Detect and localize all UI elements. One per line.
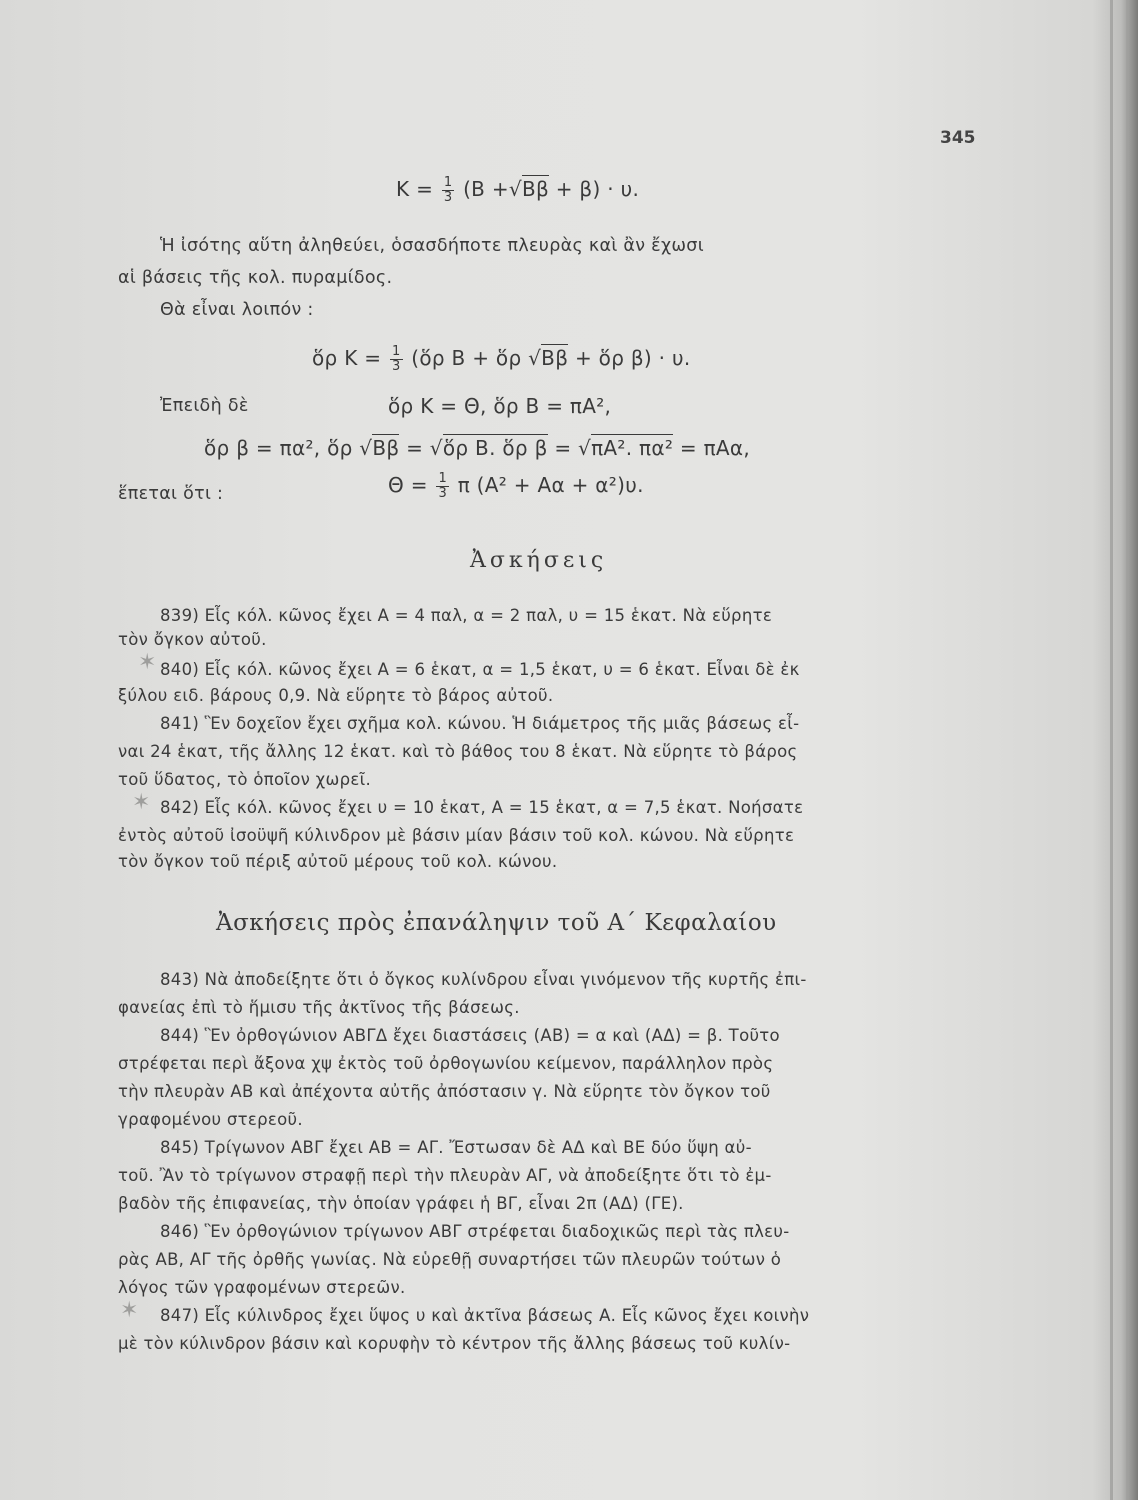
exercise-line: 845) Τρίγωνον ΑΒΓ ἔχει ΑΒ = ΑΓ. Ἔστωσαν δὲ ΑΔ καὶ ΒΕ δύο ὕψη αὐ-	[160, 1138, 752, 1157]
exercise-line: τὸν ὄγκον τοῦ πέριξ αὐτοῦ μέρους τοῦ κολ. κώνου.	[118, 852, 558, 871]
para-line: Θὰ εἶναι λοιπόν :	[160, 300, 314, 320]
exercise-line: 844) Ἓν ὀρθογώνιον ΑΒΓΔ ἔχει διαστάσεις (ΑΒ) = α καὶ (ΑΔ) = β. Τοῦτο	[160, 1026, 780, 1045]
exercise-line: τοῦ ὕδατος, τὸ ὁποῖον χωρεῖ.	[118, 770, 372, 789]
exercise-line: λόγος τῶν γραφομένων στερεῶν.	[118, 1278, 406, 1297]
formula-theta: Θ = $\frac{1}{3}$ π (A² + Aα + α²)υ.	[388, 471, 644, 501]
epetai-label: ἕπεται ὅτι :	[118, 484, 224, 504]
exercise-line: 839) Εἷς κόλ. κῶνος ἔχει A = 4 παλ, α = 2 παλ, υ = 15 ἑκατ. Νὰ εὕρητε	[160, 606, 773, 625]
para-line: αἱ βάσεις τῆς κολ. πυραμίδος.	[118, 268, 393, 288]
exercise-line: στρέφεται περὶ ἄξονα χψ ἐκτὸς τοῦ ὀρθογωνίου κείμενον, παράλληλον πρὸς	[118, 1054, 774, 1073]
formula-or-beta: ὅρ β = πα², ὅρ √Bβ = √ὅρ B. ὅρ β = √πA². πα² = πAα,	[204, 436, 751, 460]
exercise-line: 843) Νὰ ἀποδείξητε ὅτι ὁ ὄγκος κυλίνδρου εἶναι γινόμενον τῆς κυρτῆς ἐπι-	[160, 970, 807, 989]
epeidi-formula: ὅρ K = Θ, ὅρ B = πA²,	[388, 394, 612, 418]
exercise-line: φανείας ἐπὶ τὸ ἥμισυ τῆς ἀκτῖνος τῆς βάσεως.	[118, 998, 520, 1017]
pencil-mark-icon: ✶	[132, 790, 151, 815]
exercise-line: γραφομένου στερεοῦ.	[118, 1110, 303, 1129]
exercise-line: τοῦ. Ἂν τὸ τρίγωνον στραφῇ περὶ τὴν πλευρὰν ΑΓ, νὰ ἀποδείξητε ὅτι τὸ ἐμ-	[118, 1166, 772, 1185]
page-edge	[1126, 0, 1128, 1500]
pencil-mark-icon: ✶	[138, 650, 157, 675]
exercise-line: τὴν πλευρὰν ΑΒ καὶ ἀπέχοντα αὐτῆς ἀπόστασιν γ. Νὰ εὕρητε τὸν ὄγκον τοῦ	[118, 1082, 771, 1101]
exercise-line: 842) Εἷς κόλ. κῶνος ἔχει υ = 10 ἑκατ, A = 15 ἑκατ, α = 7,5 ἑκατ. Νοήσατε	[160, 798, 804, 817]
exercise-line: τὸν ὄγκον αὐτοῦ.	[118, 630, 267, 649]
formula-or-k: ὅρ K = $\frac{1}{3}$ (ὅρ B + ὅρ √Bβ + ὅρ β) · υ.	[312, 344, 691, 374]
exercise-line: βαδὸν τῆς ἐπιφανείας, τὴν ὁποίαν γράφει ἡ ΒΓ, εἶναι 2π (ΑΔ) (ΓΕ).	[118, 1194, 684, 1213]
exercise-line: 847) Εἷς κύλινδρος ἔχει ὕψος υ καὶ ἀκτῖνα βάσεως Α. Εἷς κῶνος ἔχει κοινὴν	[160, 1306, 810, 1325]
section-title: Ἀσκήσεις	[470, 548, 608, 573]
epeidi-label: Ἐπειδὴ δὲ	[160, 396, 249, 416]
exercise-line: 840) Εἷς κόλ. κῶνος ἔχει A = 6 ἑκατ, α = 1,5 ἑκατ, υ = 6 ἑκατ. Εἶναι δὲ ἐκ	[160, 660, 800, 679]
exercise-line: ἐντὸς αὐτοῦ ἰσοϋψῆ κύλινδρον μὲ βάσιν μίαν βάσιν τοῦ κολ. κώνου. Νὰ εὕρητε	[118, 826, 795, 845]
page-number: 345	[940, 128, 976, 148]
exercise-line: ξύλου ειδ. βάρους 0,9. Νὰ εὕρητε τὸ βάρος αὐτοῦ.	[118, 686, 554, 705]
formula-k: K = $\frac{1}{3}$ (B +√Bβ + β) · υ.	[396, 175, 640, 205]
exercise-line: 841) Ἓν δοχεῖον ἔχει σχῆμα κολ. κώνου. Ἡ διάμετρος τῆς μιᾶς βάσεως εἶ-	[160, 714, 800, 733]
exercise-line: μὲ τὸν κύλινδρον βάσιν καὶ κορυφὴν τὸ κέντρον τῆς ἄλλης βάσεως τοῦ κυλίν-	[118, 1334, 791, 1353]
pencil-mark-icon: ✶	[120, 1298, 139, 1323]
exercise-line: ναι 24 ἑκατ, τῆς ἄλλης 12 ἑκατ. καὶ τὸ βάθος του 8 ἑκατ. Νὰ εὕρητε τὸ βάρος	[118, 742, 798, 761]
exercise-line: ρὰς ΑΒ, ΑΓ τῆς ὀρθῆς γωνίας. Νὰ εὑρεθῇ συναρτήσει τῶν πλευρῶν τούτων ὁ	[118, 1250, 782, 1269]
page-edge	[1110, 0, 1113, 1500]
para-line: Ἡ ἰσότης αὕτη ἀληθεύει, ὁσασδήποτε πλευρὰς καὶ ἂν ἔχωσι	[160, 236, 704, 256]
section-title: Ἀσκήσεις πρὸς ἐπανάληψιν τοῦ Α΄ Κεφαλαίου	[216, 910, 777, 936]
exercise-line: 846) Ἓν ὀρθογώνιον τρίγωνον ΑΒΓ στρέφεται διαδοχικῶς περὶ τὰς πλευ-	[160, 1222, 790, 1241]
